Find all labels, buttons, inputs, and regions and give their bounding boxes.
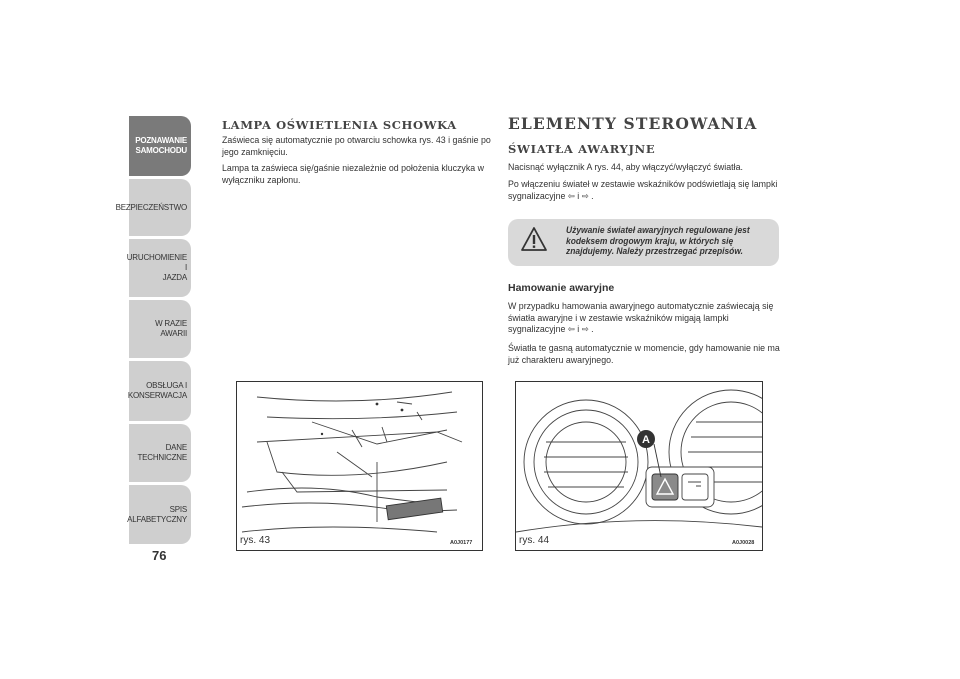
warning-text: Używanie świateł awaryjnych regulowane jest kodeksem drogowym kraju, w których się znajdujemy. Należy przestrzegać przepisów. bbox=[566, 225, 750, 256]
left-arrow-icon: ⇦ bbox=[567, 191, 575, 202]
tab-poznawanie-samochodu[interactable]: POZNAWANIE SAMOCHODU bbox=[129, 116, 191, 176]
right-arrow-icon: ⇨ bbox=[581, 191, 589, 202]
callout-a-label: A bbox=[642, 434, 650, 446]
figure-glovebox bbox=[236, 381, 483, 551]
section-heading-glovebox-lamp: LAMPA OŚWIETLENIA SCHOWKA bbox=[222, 118, 457, 132]
subheading-emergency-braking: Hamowanie awaryjne bbox=[508, 282, 615, 294]
figure-caption: rys. 44 bbox=[519, 535, 550, 546]
glovebox-illustration bbox=[237, 382, 482, 550]
figure-code: A0J0028 bbox=[732, 540, 755, 546]
section-heading-controls: ELEMENTY STEROWANIA bbox=[508, 114, 758, 133]
paragraph: W przypadku hamowania awaryjnego automatycznie zaświecają się światła awaryjne i w zestawie wskaźników migają lampki sygnalizacyjne ⇦ i ⇨ . bbox=[508, 301, 774, 335]
paragraph: Po włączeniu świateł w zestawie wskaźników podświetlają się lampki sygnalizacyjne ⇦ i ⇨ . bbox=[508, 179, 778, 202]
tab-dane-techniczne[interactable]: DANE TECHNICZNE bbox=[129, 424, 191, 482]
tab-obsluga-i-konserwacja[interactable]: OBSŁUGA I KONSERWACJA bbox=[129, 361, 191, 421]
left-arrow-icon: ⇦ bbox=[567, 325, 575, 335]
subheading-hazard-lights: ŚWIATŁA AWARYJNE bbox=[508, 142, 656, 156]
page-number: 76 bbox=[152, 548, 167, 563]
tab-spis-alfabetyczny[interactable]: SPIS ALFABETYCZNY bbox=[129, 485, 191, 544]
tab-w-razie-awarii[interactable]: W RAZIE AWARII bbox=[129, 300, 191, 358]
paragraph: Zaświeca się automatycznie po otwarciu schowka rys. 43 i gaśnie po jego zamknięciu. bbox=[222, 135, 491, 158]
right-arrow-icon: ⇨ bbox=[581, 325, 589, 335]
figure-caption: rys. 43 bbox=[240, 535, 271, 546]
figure-hazard-switch bbox=[515, 381, 763, 551]
tab-uruchomienie-i-jazda[interactable]: URUCHOMIENIE I JAZDA bbox=[129, 239, 191, 297]
tab-bezpieczenstwo[interactable]: BEZPIECZEŃSTWO bbox=[129, 179, 191, 236]
paragraph: Światła te gasną automatycznie w momencie, gdy hamowanie nie ma już charakteru awaryjnego. bbox=[508, 343, 780, 366]
paragraph: Nacisnąć wyłącznik A rys. 44, aby włączyć/wyłączyć światła. bbox=[508, 162, 743, 173]
paragraph: Lampa ta zaświeca się/gaśnie niezależnie od położenia kluczyka w wyłączniku zapłonu. bbox=[222, 163, 484, 186]
warning-triangle-icon bbox=[520, 226, 548, 252]
figure-code: A0J0177 bbox=[450, 540, 473, 546]
hazard-switch-illustration bbox=[516, 382, 762, 550]
